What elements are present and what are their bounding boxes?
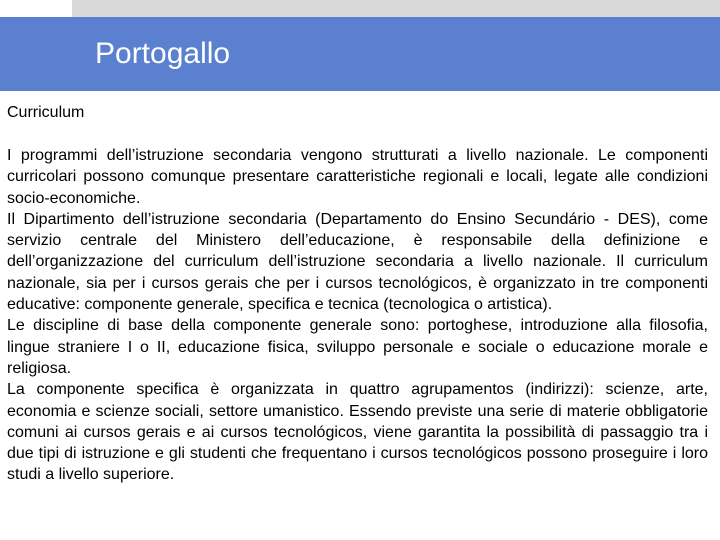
paragraph: Il Dipartimento dell’istruzione secondaria (Departamento do Ensino Secundário - DES), come servizio centrale del Ministero dell’educazione, è responsabile della definizione e dell’organizzazione del curriculum dell’istruzione secondaria a livello nazionale. Il curriculum nazionale, sia per i cursos gerais che per i cursos tecnológicos, è organizzato in tre componenti educative: componente generale, specifica e tecnica (tecnologica o artistica). [7, 210, 708, 314]
body-text [7, 145, 708, 486]
paragraph: La componente specifica è organizzata in quattro agrupamentos (indirizzi): scienze, arte, economia e scienze sociali, settore umanistico. Essendo previste una serie di materie obbligatorie comuni ai cursos gerais e ai cursos tecnológicos, viene garantita la possibilità di passaggio tra i due tipi di istruzione e gli studenti che frequentano i cursos tecnológicos possono proseguire i loro studi a livello superiore. [7, 381, 708, 484]
top-decorative-strip [72, 0, 720, 17]
section-heading: Curriculum [7, 104, 85, 121]
paragraph: I programmi dell’istruzione secondaria vengono strutturati a livello nazionale. Le componenti curricolari possono comunque presentare caratteristiche regionali e locali, legate alle condizioni socio-economiche. [7, 147, 708, 207]
paragraph: Le discipline di base della componente generale sono: portoghese, introduzione alla filosofia, lingue straniere I o II, educazione fisica, sviluppo personale e sociale o educazione morale e religiosa. [7, 317, 708, 377]
slide-title: Portogallo [95, 37, 231, 70]
